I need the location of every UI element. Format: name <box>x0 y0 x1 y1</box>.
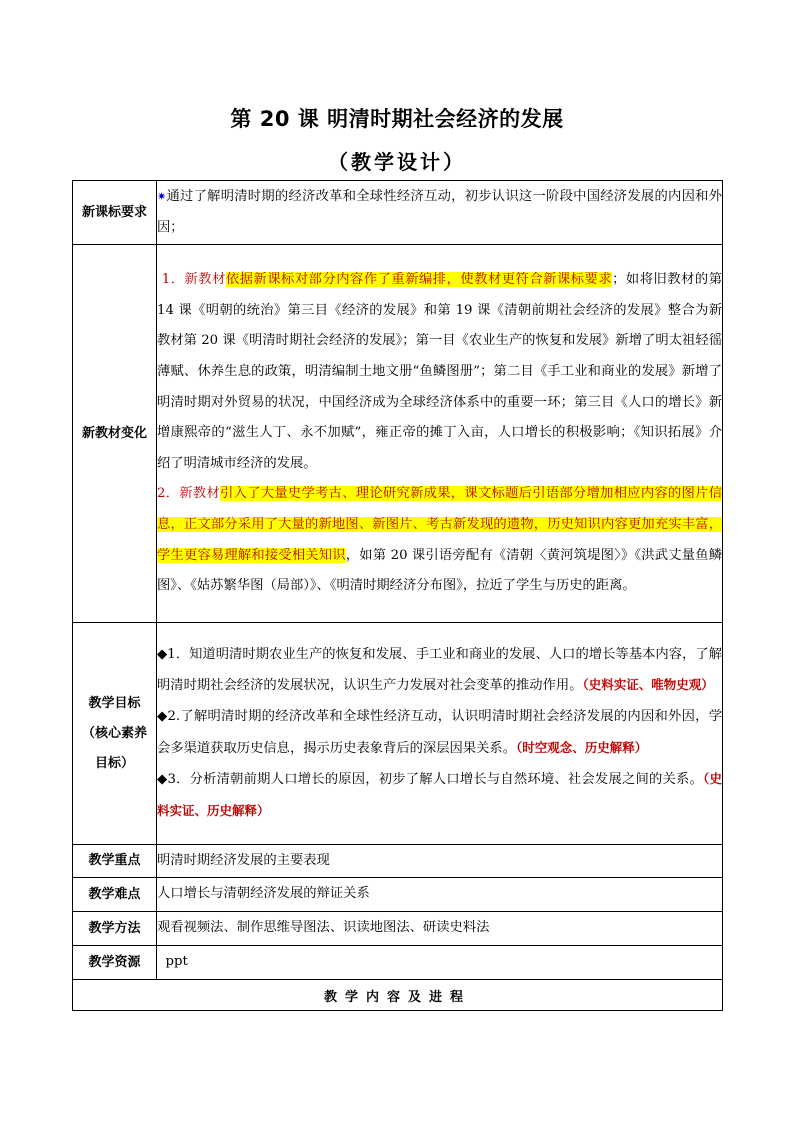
document-title: 第 20 课 明清时期社会经济的发展 <box>230 107 564 131</box>
goal-1-text: ◆1．知道明清时期农业生产的恢复和发展、手工业和商业的发展、人口的增长等基本内容，了解明清时期社会经济的发展状况，认识生产力发展对社会变革的推动作用。 <box>157 646 722 694</box>
goal-3-text: ◆3．分析清朝前期人口增长的原因，初步了解人口增长与自然环境、社会发展之间的关系。 <box>157 772 704 788</box>
label-curriculum: 新课标要求 <box>73 181 157 245</box>
content-goals <box>157 623 723 845</box>
star-icon: ✷ <box>157 189 167 203</box>
row-changes <box>73 245 723 623</box>
changes-p2-text: ，如第 20 课引语旁配有《清朝〈黄河筑堤图〉》《洪武丈量鱼鳞图》、《姑苏繁华图（局部）》、《明清时期经济分布图》，拉近了学生与历史的距离。 <box>157 547 723 594</box>
lesson-plan-table <box>72 180 723 1011</box>
changes-paragraph-1 <box>157 265 722 479</box>
content-curriculum <box>157 181 723 245</box>
label-resource: 教学资源 <box>73 946 157 980</box>
content-method: 观看视频法、制作思维导图法、识读地图法、研读史料法 <box>157 912 723 946</box>
changes-p2-number: 2．新教材 <box>157 486 221 502</box>
label-goals <box>73 623 157 845</box>
changes-p1-text: ；如将旧教材的第 14 课《明朝的统治》第三目《经济的发展》和第 19 课《清朝前期社会经济的发展》整合为新教材第 20 课《明清时期社会经济的发展》；第一目《农业生产的恢复和发展》新增了明太祖轻徭薄赋、休养生息的政策，明清编制土地文册“鱼鳞图册”；第二目《手工业和商业的发展》新增了明清时期对外贸易的状况，中国经济成为全球经济体系中的重要一环；第三目《人口的增长》新增康熙帝的“滋生人丁、永不加赋”，雍正帝的摊丁入亩，人口增长的积极影响；《知识拓展》介绍了明清城市经济的发展。 <box>157 272 723 471</box>
section-heading-content: 教学内容及进程 <box>73 980 723 1011</box>
row-resource <box>73 946 723 980</box>
row-goals <box>73 623 723 845</box>
row-difficulty <box>73 878 723 912</box>
row-curriculum <box>73 181 723 245</box>
changes-p2-highlight: 引入了大量史学考古、理论研究新成果，课文标题后引语部分增加相应内容的图片信息，正文部分采用了大量的新地图、新图片、考古新发现的遗物，历史知识内容更加充实丰富，学生更容易理解和接受相关知识 <box>157 486 723 563</box>
curriculum-text: 通过了解明清时期的经济改革和全球性经济互动，初步认识这一阶段中国经济发展的内因和外因； <box>157 188 722 235</box>
goal-2-text: ◆2.了解明清时期的经济改革和全球性经济互动，认识明清时期社会经济发展的内因和外因，学会多渠道获取历史信息，揭示历史表象背后的深层因果关系。 <box>157 708 722 756</box>
goal-2-tag: （时空观念、历史解释） <box>516 739 648 755</box>
label-focus: 教学重点 <box>73 845 157 878</box>
changes-p1-highlight: 依据新课标对部分内容作了重新编排，使教材更符合新课标要求 <box>225 272 613 288</box>
goals-label-line3: 目标） <box>94 755 134 771</box>
goal-1 <box>157 640 722 702</box>
changes-p1-number: 1．新教材 <box>161 272 226 288</box>
goals-label-line1: 教学目标 <box>88 695 141 711</box>
row-focus <box>73 845 723 878</box>
goals-label-line2: （核心素养 <box>81 725 147 741</box>
content-focus: 明清时期经济发展的主要表现 <box>157 845 723 878</box>
document-subtitle: （教学设计） <box>328 150 466 174</box>
resource-text: ppt <box>165 954 188 970</box>
changes-paragraph-2 <box>157 479 722 601</box>
goal-3-tag: （史料实证、历史解释） <box>157 771 722 818</box>
label-difficulty: 教学难点 <box>73 878 157 912</box>
goal-2 <box>157 702 722 764</box>
row-method <box>73 912 723 946</box>
label-changes: 新教材变化 <box>73 245 157 623</box>
row-footer <box>73 980 723 1011</box>
goal-1-tag: （史料实证、唯物史观） <box>582 677 714 693</box>
content-changes <box>157 245 723 623</box>
content-resource <box>157 946 723 980</box>
label-method: 教学方法 <box>73 912 157 946</box>
goal-3 <box>157 764 722 827</box>
content-difficulty: 人口增长与清朝经济发展的辩证关系 <box>157 878 723 912</box>
